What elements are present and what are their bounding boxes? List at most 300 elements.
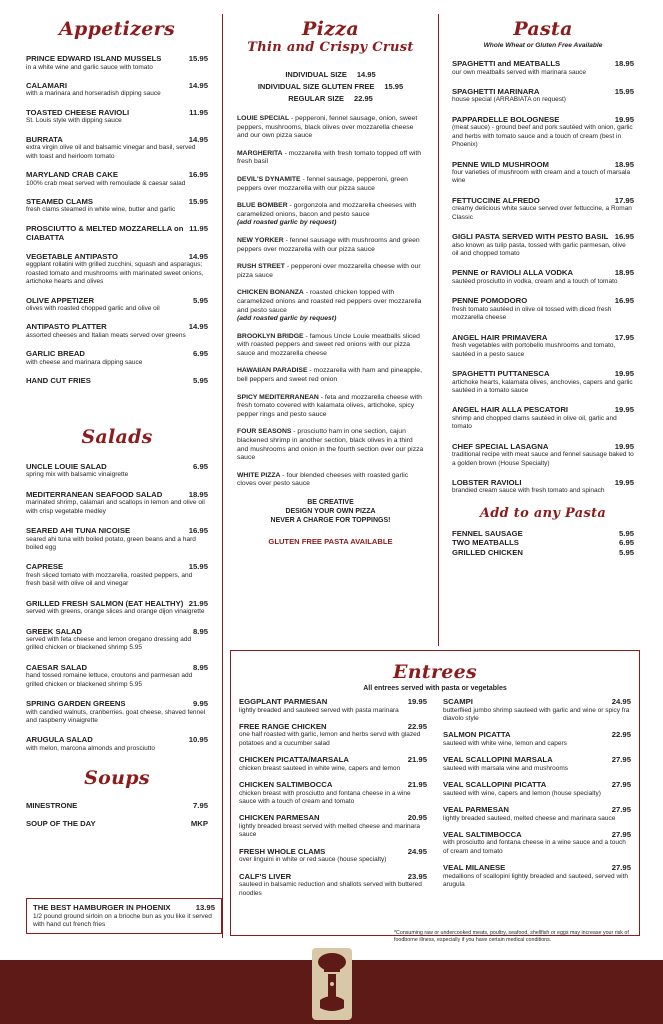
addons-list [452,529,634,558]
item-row [443,805,631,815]
item-name: MEDITERRANEAN SEAFOOD SALAD [26,489,163,499]
item-name: GRILLED CHICKEN [452,547,523,557]
item-desc: assorted cheeses and Italian meats served over greens [26,331,186,339]
entrees-columns [239,697,631,905]
item-desc: served with greens, orange slices and orange dijon vinaigrette [26,608,205,616]
item-row [26,627,208,637]
item-row [26,819,208,829]
pasta-item [452,268,634,286]
item-price: 27.95 [611,829,631,839]
item-row [452,160,634,170]
item-price: 15.95 [188,196,208,206]
item-desc: 100% crab meat served with remoulade & caesar salad [26,179,186,187]
item-row [239,872,427,882]
pizza-size-name: REGULAR SIZE [288,94,345,103]
pasta-item [452,196,634,222]
item-row [239,847,427,857]
item-name: CHICKEN PICATTA/MARSALA [239,755,349,765]
pizza-name: FOUR SEASONS [237,428,292,436]
item-price: 14.95 [188,251,208,261]
soup-item [26,819,208,829]
pizza-size-price: 15.95 [384,82,404,91]
item-desc: chicken breast sauteed in white wine, capers and lemon [239,764,401,772]
pizza-item [237,150,424,167]
item-row [452,529,634,539]
item-name: VEAL SCALLOPINI PICATTA [443,780,547,790]
item-price: 19.95 [614,441,634,451]
appetizers-title: Appetizers [59,18,175,40]
pizza-desc: - mozzarella with ham and pineapple, bell peppers and sweet red onion [237,367,422,384]
pasta-item [452,59,634,77]
item-name: TOASTED CHEESE RAVIOLI [26,107,130,117]
item-name: FRESH WHOLE CLAMS [239,846,326,856]
item-price: 18.95 [614,268,634,278]
item-row [26,376,208,386]
pizza-desc: - mozzarella with fresh tomato topped off with fresh basil [237,149,422,166]
entree-item [443,830,631,856]
salad-item [26,526,208,552]
item-name: CALF'S LIVER [239,871,292,881]
pasta-item [452,333,634,359]
item-row [452,442,634,452]
salad-item [26,490,208,516]
item-name: GARLIC BREAD [26,349,85,359]
pizza-note: (add roasted garlic by request) [237,219,337,227]
pasta-title: Pasta [513,18,573,40]
pasta-item [452,442,634,468]
pasta-list [452,59,634,496]
divider-right [438,14,439,646]
item-row [239,755,427,765]
pizza-desc: - fennel sausage with mushrooms and green peppers over mozzarella with our pizza sauce [237,236,420,253]
entrees-box [230,650,640,936]
addon-item [452,548,634,558]
item-price: 15.95 [188,54,208,63]
item-price: 7.95 [193,801,208,811]
pizza-size-price: 14.95 [356,70,376,79]
item-desc: fresh sliced tomato with mozzarella, roasted peppers, and fresh basil with olive oil and vinegar [26,571,193,588]
item-desc: lightly breaded sauteed, melted cheese and marinara sauce [443,814,616,822]
item-desc: with cheese and marinara dipping sauce [26,358,143,366]
appetizer-item [26,170,208,188]
item-name: CAPRESE [26,562,64,572]
creative-line-1: BE CREATIVE [307,499,354,506]
item-price: MKP [190,818,208,828]
item-price: 19.95 [614,369,634,378]
pizza-item [237,472,424,489]
item-desc: one half roasted with garlic, lemon and herbs servd with glazed potatoes and a cucumber salad [239,731,421,747]
soups-title: Soups [84,767,150,790]
item-price: 5.95 [193,376,208,386]
creative-line-2: DESIGN YOUR OWN PIZZA [285,508,376,515]
entree-item [443,863,631,889]
pizza-desc: - pepperoni over mozzarella cheese with our pizza sauce [237,263,421,279]
item-desc: artichoke hearts, kalamata olives, anchovies, capers and garlic sautéed in a tomato sauce [452,378,633,394]
item-price: 5.95 [193,295,208,305]
item-row [26,197,208,207]
item-name: GRILLED FRESH SALMON (EAT HEALTHY) [26,598,184,608]
item-desc: St. Louis style with dipping sauce [26,117,122,125]
item-name: ANGEL HAIR PRIMAVERA [452,332,548,342]
item-row [443,863,631,873]
pizza-item [237,367,424,384]
entree-item [239,872,427,898]
item-name: HAND CUT FRIES [26,376,91,386]
left-column [26,12,208,836]
item-desc: with prosciutto and fontana cheese in a wine sauce and a touch of cream and tomato [443,839,626,855]
item-row [26,663,208,673]
item-row [239,697,427,707]
entree-item [443,697,631,723]
item-price: 24.95 [611,697,631,706]
item-row [452,87,634,97]
item-price: 6.95 [619,538,634,548]
pizza-name: RUSH STREET [237,263,285,271]
pizza-size-row [237,93,424,105]
appetizer-item [26,349,208,367]
item-row [26,599,208,609]
item-name: VEAL SALTIMBOCCA [443,829,522,839]
item-price: 19.95 [407,697,427,706]
item-desc: marinated shrimp, calamari and scallops in lemon and olive oil with crisp vegetable medley [26,499,205,515]
item-row [452,369,634,379]
pizza-item [237,202,424,228]
pasta-item [452,296,634,322]
item-price: 19.95 [614,405,634,415]
entree-item [239,780,427,806]
item-price: 20.95 [407,813,427,823]
pizza-name: HAWAIIAN PARADISE [237,367,308,375]
item-row [26,54,208,64]
pasta-item [452,87,634,105]
item-price: 19.95 [614,477,634,487]
item-name: CALAMARI [26,80,67,90]
item-name: ANGEL HAIR ALLA PESCATORI [452,405,569,415]
item-row [452,538,634,548]
item-row [26,81,208,91]
item-price: 16.95 [188,526,208,535]
item-price: 23.95 [407,871,427,881]
item-name: SPAGHETTI MARINARA [452,86,540,96]
pizza-size-name: INDIVIDUAL SIZE GLUTEN FREE [257,82,375,91]
item-row [443,730,631,740]
gluten-free-note: GLUTEN FREE PASTA AVAILABLE [268,537,393,546]
entree-item [239,722,427,748]
burger-price: 13.95 [195,903,215,912]
item-price: 5.95 [619,528,634,538]
item-price: 21.95 [407,755,427,765]
appetizer-item [26,252,208,287]
item-price: 14.95 [188,134,208,144]
pizza-name: CHICKEN BONANZA [237,289,304,297]
item-row [452,115,634,125]
item-desc: spring mix with balsamic vinaigrette [26,471,129,479]
item-desc: creamy delicious white sauce served over fettuccine, a Roman Classic [452,205,632,221]
item-name: SCAMPI [443,697,473,706]
item-price: 11.95 [189,223,208,233]
item-desc: sauteed in balsamic reduction and shallots served with buttered noodles [239,881,422,897]
pizza-name: NEW YORKER [237,236,284,244]
item-name: EGGPLANT PARMESAN [239,697,328,706]
item-price: 24.95 [407,846,427,856]
item-desc: shrimp and chopped clams sautéed in olive oil, garlic and tomato [452,414,617,431]
item-name: CHEF SPECIAL LASAGNA [452,441,549,451]
item-price: 9.95 [193,699,208,709]
item-desc: sauteed with wine, capers and lemon (house specialty) [443,789,601,797]
appetizer-item [26,322,208,340]
salad-item [26,663,208,689]
entree-item [239,813,427,839]
pasta-item [452,405,634,431]
item-desc: butterflied jumbo shrimp sauteed with garlic and wine or spicy fra diavolo style [443,706,630,722]
item-desc: our own meatballs served with marinara sauce [452,68,587,76]
item-name: BURRATA [26,134,63,144]
item-price: 14.95 [188,322,208,332]
item-name: UNCLE LOUIE SALAD [26,461,107,471]
item-price: 16.95 [614,296,634,306]
item-price: 21.95 [188,598,208,608]
item-desc: traditional recipe with meat sauce and fennel sausage baked to a golden brown (House Specialty) [452,451,634,467]
item-row [26,562,208,572]
item-price: 27.95 [611,863,631,873]
item-price: 22.95 [611,730,631,740]
pasta-item [452,369,634,395]
item-row [452,59,634,69]
item-name: STEAMED CLAMS [26,196,94,206]
pasta-item [452,115,634,150]
salad-item [26,735,208,753]
item-price: 8.95 [193,662,208,672]
pizza-list [237,115,424,489]
pasta-subtitle: Whole Wheat or Gluten Free Available [483,42,603,49]
item-name: CHICKEN PARMESAN [239,813,320,823]
entree-item [443,730,631,748]
pizza-name: BROOKLYN BRIDGE [237,332,304,340]
item-row [452,268,634,278]
item-desc: fresh clams steamed in white wine, butter and garlic [26,206,176,214]
item-name: SEARED AHI TUNA NICOISE [26,526,131,535]
item-price: 10.95 [188,735,208,745]
item-name: SPAGHETTI and MEATBALLS [452,59,561,68]
pizza-item [237,428,424,462]
pizza-item [237,115,424,141]
item-row [452,232,634,242]
item-price: 11.95 [189,107,208,117]
item-name: GREEK SALAD [26,626,82,636]
item-row [452,548,634,558]
item-desc: with candied walnuts, cranberries, goat cheese, shaved fennel and raspberry vinaigrette [26,708,206,725]
pizza-name: MARGHERITA [237,149,283,157]
item-desc: house special (ARRABIATA on request) [452,96,566,104]
item-price: 14.95 [188,80,208,90]
item-row [239,813,427,823]
item-desc: (meat sauce) - ground beef and pork sautéed with onion, garlic and herbs with tomato sauce and a touch of cream (best in Phoenix) [452,124,633,149]
item-desc: medallions of scallopini lightly breaded and sauteed, served with arugula [443,872,628,889]
item-name: FENNEL SAUSAGE [452,528,523,538]
item-name: SPAGHETTI PUTTANESCA [452,369,550,378]
item-row [452,333,634,343]
middle-column [237,12,424,546]
item-price: 27.95 [611,805,631,815]
appetizer-item [26,376,208,386]
pizza-item [237,176,424,193]
item-row [26,108,208,118]
item-row [452,296,634,306]
item-price: 27.95 [611,780,631,790]
pizza-size-name: INDIVIDUAL SIZE [285,70,347,79]
pizza-desc: - famous Uncle Louie meatballs sliced with roasted peppers and sweet red onions with our pizza sauce and mozzarella cheese [237,332,420,357]
salad-item [26,599,208,617]
item-name: SALMON PICATTA [443,730,511,740]
item-desc: sauteed with white wine, lemon and capers [443,739,567,747]
pizza-subtitle: Thin and Crispy Crust [247,40,414,55]
item-price: 17.95 [614,195,634,205]
pizza-item [237,394,424,420]
item-desc: olives with roasted chopped garlic and olive oil [26,305,160,313]
entrees-title: Entrees [392,661,478,683]
entrees-subtitle: All entrees served with pasta or vegetables [363,685,507,692]
appetizer-item [26,224,208,243]
burger-desc: 1/2 pound ground sirloin on a brioche bun as you like it served with hand cut french fries [33,912,212,928]
creative-line-3: NEVER A CHARGE FOR TOPPINGS! [270,517,391,524]
item-price: 5.95 [619,547,634,557]
item-desc: lightly breaded breast served with melted cheese and marinara sauce [239,822,421,839]
item-desc: sautéed prosciutto in vodka, cream and a touch of tomato [452,277,618,285]
item-desc: with melon, marcona almonds and prosciutto [26,744,155,752]
entree-item [239,847,427,865]
entree-item [239,755,427,773]
item-name: VEAL MILANESE [443,863,506,873]
item-price: 22.95 [407,721,427,731]
item-name: FETTUCCINE ALFREDO [452,195,540,205]
item-price: 15.95 [614,86,634,96]
pizza-desc: - prosciutto ham in one section, cajun blackened shrimp in another section, black olives in a third and mushrooms and onion in the fourth section over our pizza sauce [237,428,424,462]
pizza-size-row [237,69,424,81]
item-name: CHICKEN SALTIMBOCCA [239,780,333,790]
item-desc: chicken breast with prosciutto and fontana cheese in a wine sauce with a touch of cream and tomato [239,789,411,806]
item-name: ANTIPASTO PLATTER [26,322,107,332]
item-name: GIGLI PASTA SERVED WITH PESTO BASIL [452,232,609,242]
item-name: OLIVE APPETIZER [26,295,95,305]
item-price: 27.95 [611,755,631,765]
item-desc: with a marinara and horseradish dipping sauce [26,90,161,98]
item-price: 18.95 [614,59,634,68]
item-name: PROSCIUTTO & MELTED MOZZARELLA on CIABATTA [26,223,184,243]
item-desc: hand tossed romaine lettuce, croutons and parmesan add grilled chicken or blackened shrimp 5.95 [26,672,193,688]
item-name: PRINCE EDWARD ISLAND MUSSELS [26,54,162,63]
pizza-desc: - feta and mozzarella cheese with fresh tomato covered with kalamata olives, artichoke, spicy pepper rings and pesto sauce [237,393,422,418]
item-price: 16.95 [614,232,634,242]
pizza-name: DEVIL'S DYNAMITE [237,175,301,183]
salad-item [26,699,208,725]
pizza-name: SPICY MEDITERRANEAN [237,393,319,401]
item-price: 21.95 [407,780,427,790]
item-name: CAESAR SALAD [26,662,88,672]
divider-left [222,14,223,938]
item-name: MINESTRONE [26,801,78,811]
item-desc: served with feta cheese and lemon oregano dressing add grilled chicken or blackened shrimp 5.95 [26,636,192,652]
pasta-item [452,160,634,186]
entrees-left-column [239,697,427,905]
item-desc: eggplant rollatini with grilled zucchini, squash and asparagus; roasted tomato and mushrooms with marinated sweet onions, artichoke hearts and olives [26,261,204,286]
item-row [452,196,634,206]
pizza-size-row [237,81,424,93]
item-desc: also known as tulip pasta, tossed with garlic parmesan, olive oil and chopped tomato [452,241,626,258]
soup-item [26,801,208,811]
appetizer-item [26,135,208,161]
salads-list [26,462,208,754]
item-row [26,252,208,262]
salad-item [26,627,208,653]
item-desc: four varieties of mushroom with cream and a touch of marsala wine [452,169,631,185]
pizza-title: Pizza [302,18,359,40]
item-name: VEGETABLE ANTIPASTO [26,251,118,261]
item-desc: seared ahi tuna with boiled potato, green beans and a hard boiled egg [26,535,196,551]
pizza-desc: - four blended cheeses with roasted garlic cloves over pesto sauce [237,471,409,488]
pizza-name: WHITE PIZZA [237,471,281,479]
item-desc: fresh tomato sautéed in olive oil tossed with diced fresh mozzarella cheese [452,305,612,322]
pizza-desc: - gorgonzola and mozzarella cheeses with caramelized onions, bacon and pesto sauce [237,202,417,218]
item-name: TWO MEATBALLS [452,538,519,548]
item-price: 17.95 [614,332,634,342]
item-row [26,526,208,536]
item-price: 8.95 [193,626,208,636]
item-desc: brandied cream sauce with fresh tomato and spinach [452,487,605,495]
pizza-desc: - pepperoni, fennel sausage, onion, sweet peppers, mushrooms, black olives over mozzarella cheese and our own pizza sauce [237,115,418,140]
item-price: 18.95 [614,159,634,169]
item-name: MARYLAND CRAB CAKE [26,170,118,180]
item-name: VEAL PARMESAN [443,805,509,815]
pizza-name: LOUIE SPECIAL [237,115,290,122]
chef-logo-icon [312,948,352,1020]
item-row [443,830,631,840]
item-row [26,224,208,243]
item-price: 15.95 [188,562,208,572]
item-row [26,699,208,709]
appetizer-item [26,197,208,215]
item-row [26,170,208,180]
right-column [452,12,634,557]
item-row [26,462,208,472]
item-row [26,322,208,332]
burger-box [26,898,222,934]
item-name: PENNE WILD MUSHROOM [452,159,549,169]
item-row [239,722,427,732]
pizza-item [237,237,424,254]
pizza-item [237,263,424,280]
item-price: 6.95 [193,349,208,359]
salads-title: Salads [81,425,153,448]
entree-item [239,697,427,715]
item-price: 18.95 [188,489,208,499]
item-row [452,478,634,488]
pizza-sizes [237,69,424,105]
item-row [443,780,631,790]
pizza-note: (add roasted garlic by request) [237,315,337,323]
pizza-item [237,289,424,323]
appetizer-item [26,81,208,99]
creative-note [237,498,424,525]
item-desc: in a white wine and garlic sauce with tomato [26,63,153,71]
item-name: VEAL SCALLOPINI MARSALA [443,755,553,765]
addon-item [452,538,634,548]
pizza-desc: - fennel sausage, pepperoni, green peppers over mozzarella with our pizza sauce [237,175,408,192]
entree-item [443,780,631,798]
item-row [26,801,208,811]
item-name: PENNE POMODORO [452,296,528,306]
pizza-item [237,333,424,359]
item-name: SPRING GARDEN GREENS [26,699,126,709]
